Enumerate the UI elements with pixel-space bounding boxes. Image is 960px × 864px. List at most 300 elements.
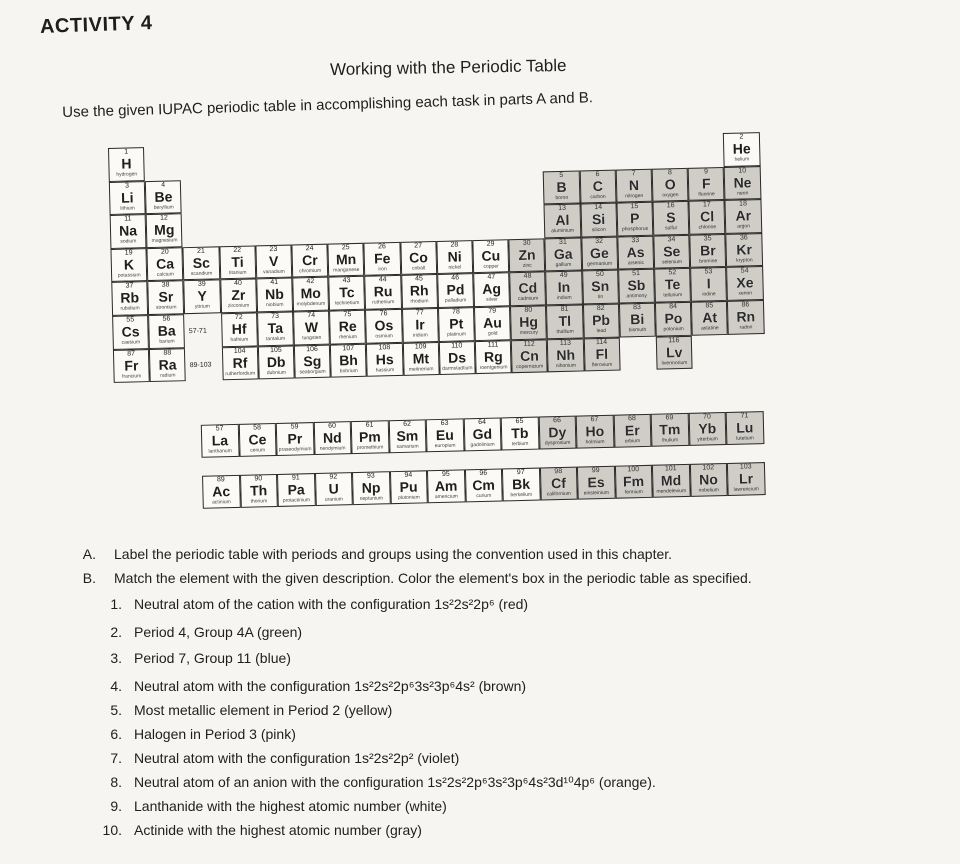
- atomic-number: 49: [559, 272, 568, 280]
- element-name: carbon: [590, 193, 606, 200]
- atomic-number: 61: [365, 421, 374, 429]
- element-name: titanium: [228, 269, 247, 276]
- atomic-number: 52: [668, 269, 677, 277]
- element-cell-sr: [147, 281, 184, 315]
- element-name: lead: [596, 327, 607, 335]
- atomic-number: 10: [738, 167, 747, 175]
- element-symbol: Rh: [409, 282, 429, 300]
- atomic-number: 87: [127, 349, 136, 358]
- element-name: thallium: [556, 328, 574, 336]
- task-text: Label the periodic table with periods and groups using the convention used in this chapter.: [114, 546, 673, 562]
- element-cell-w: [293, 311, 330, 345]
- element-symbol: S: [666, 209, 676, 226]
- element-name: gold: [487, 330, 498, 337]
- element-symbol: Al: [555, 211, 570, 229]
- atomic-number: 110: [451, 341, 463, 350]
- element-cell-sb: [618, 269, 655, 303]
- element-name: radon: [739, 324, 753, 331]
- element-name: zinc: [522, 262, 532, 269]
- element-cell-in: [546, 271, 583, 305]
- element-name: sodium: [120, 238, 137, 245]
- element-name: niobium: [265, 302, 284, 309]
- element-name: tin: [597, 294, 604, 301]
- element-cell-rf: [221, 346, 258, 380]
- element-name: terbium: [511, 441, 529, 448]
- element-symbol: F: [701, 174, 711, 192]
- element-cell-am: [427, 470, 465, 504]
- element-name: magnesium: [151, 237, 178, 245]
- element-name: potassium: [117, 272, 141, 279]
- atomic-number: 80: [524, 306, 533, 314]
- element-symbol: Rf: [232, 354, 248, 371]
- atomic-number: 72: [234, 313, 243, 321]
- element-symbol: O: [664, 175, 676, 193]
- element-symbol: Ta: [267, 319, 284, 337]
- element-name: silver: [486, 296, 498, 304]
- task-marker: 7.: [110, 750, 122, 766]
- element-symbol: Sn: [591, 278, 610, 295]
- task-text: Neutral atom of an anion with the configuration 1s²2s²2p⁶3s²3p⁶4s²3d¹⁰4p⁶ (orange).: [134, 774, 656, 790]
- element-symbol: Sb: [627, 277, 646, 294]
- atomic-number: 50: [595, 271, 604, 279]
- element-symbol: Cs: [121, 323, 140, 340]
- element-symbol: Nb: [264, 286, 285, 303]
- element-cell-po: [655, 302, 692, 336]
- element-symbol: Hs: [375, 350, 394, 368]
- element-symbol: Pd: [446, 281, 465, 299]
- element-cell-nb: [256, 278, 293, 312]
- element-symbol: No: [698, 471, 719, 488]
- element-cell-np: [352, 471, 390, 505]
- atomic-number: 48: [523, 273, 532, 281]
- element-symbol: Pm: [358, 428, 381, 446]
- element-symbol: Th: [249, 482, 268, 499]
- element-symbol: Fm: [622, 473, 645, 490]
- atomic-number: 37: [125, 282, 134, 291]
- element-cell-ge: [581, 236, 618, 270]
- element-cell-s: [652, 201, 689, 235]
- element-name: erbium: [624, 438, 641, 445]
- element-cell-f: [688, 167, 725, 201]
- element-name: neodymium: [319, 445, 346, 453]
- element-cell-xe: [726, 266, 763, 300]
- atomic-number: 105: [269, 346, 282, 354]
- element-name: ruthenium: [372, 299, 395, 306]
- element-symbol: Ca: [155, 255, 175, 272]
- element-cell-yb: [688, 412, 726, 446]
- element-cell-rn: [727, 300, 764, 334]
- element-cell-ti: [219, 245, 256, 279]
- atomic-number: 16: [666, 202, 675, 210]
- element-name: polonium: [663, 325, 684, 333]
- element-cell-p: [616, 202, 653, 236]
- task-text: Neutral atom with the configuration 1s²2s²2p² (violet): [134, 750, 460, 766]
- atomic-number: 103: [739, 463, 752, 471]
- element-cell-db: [258, 345, 295, 379]
- element-symbol: Np: [361, 479, 381, 497]
- element-name: livermorium: [661, 359, 688, 367]
- element-name: manganese: [333, 266, 360, 274]
- element-symbol: Mt: [412, 349, 430, 367]
- element-symbol: Ag: [482, 280, 502, 298]
- element-symbol: Lv: [665, 343, 683, 361]
- periodic-table: [108, 131, 817, 528]
- element-name: mercury: [519, 329, 539, 336]
- element-cell-ag: [473, 273, 510, 307]
- element-symbol: Sg: [303, 352, 322, 369]
- task-marker: 2.: [110, 624, 122, 640]
- atomic-number: 60: [328, 422, 337, 430]
- element-symbol: Pa: [287, 481, 305, 498]
- element-name: promethium: [356, 444, 384, 452]
- element-cell-ga: [545, 237, 582, 271]
- element-symbol: Gd: [472, 425, 493, 443]
- element-name: tellurium: [663, 292, 683, 299]
- atomic-number: 3: [124, 182, 130, 190]
- element-name: antimony: [626, 293, 647, 300]
- element-symbol: Au: [482, 314, 502, 331]
- element-symbol: Cm: [472, 476, 496, 494]
- element-name: nickel: [448, 264, 462, 271]
- element-name: phosphorus: [621, 226, 649, 233]
- atomic-number: 75: [343, 311, 352, 319]
- element-name: lanthanum: [208, 448, 232, 455]
- element-symbol: In: [557, 279, 571, 296]
- atomic-number: 99: [591, 467, 600, 475]
- atomic-number: 84: [669, 303, 678, 311]
- element-symbol: Co: [408, 249, 428, 266]
- element-name: technetium: [334, 300, 360, 307]
- task-marker: 9.: [110, 798, 122, 814]
- element-symbol: Rg: [483, 348, 503, 365]
- element-name: palladium: [444, 297, 467, 305]
- element-cell-hf: [221, 312, 258, 346]
- atomic-number: 100: [627, 466, 640, 474]
- element-cell-na: [110, 214, 147, 248]
- element-symbol: Y: [197, 288, 207, 305]
- element-cell-pr: [276, 422, 314, 456]
- element-cell-kr: [726, 233, 763, 267]
- atomic-number: 91: [291, 474, 300, 482]
- element-symbol: Sm: [396, 427, 419, 445]
- atomic-number: 89: [216, 476, 225, 484]
- element-name: francium: [122, 372, 142, 380]
- atomic-number: 36: [739, 234, 748, 242]
- element-name: darmstadtium: [442, 364, 473, 372]
- task-text: Match the element with the given description. Color the element's box in the periodic table as specified.: [114, 570, 752, 586]
- element-symbol: Es: [587, 474, 605, 491]
- element-name: astatine: [701, 325, 719, 332]
- element-cell-v: [255, 244, 292, 278]
- atomic-number: 46: [451, 274, 460, 283]
- element-name: flerovium: [591, 361, 613, 368]
- atomic-number: 42: [306, 278, 315, 286]
- element-symbol: Nh: [556, 346, 576, 363]
- atomic-number: 33: [631, 236, 640, 245]
- element-cell-nh: [547, 338, 584, 372]
- element-symbol: Cn: [519, 347, 539, 364]
- element-name: bismuth: [628, 326, 647, 334]
- element-symbol: Sr: [158, 288, 174, 306]
- element-cell-y: [184, 280, 221, 314]
- element-cell-tl: [546, 304, 583, 338]
- element-symbol: Fl: [595, 345, 609, 362]
- atomic-number: 25: [341, 243, 350, 252]
- atomic-number: 77: [415, 309, 424, 317]
- element-cell-mt: [402, 342, 439, 376]
- element-symbol: Nd: [322, 429, 342, 447]
- element-symbol: Md: [660, 472, 682, 489]
- element-symbol: Ge: [589, 244, 609, 262]
- task-text: Lanthanide with the highest atomic number (white): [134, 798, 447, 814]
- element-name: lutetium: [736, 435, 754, 442]
- element-name: lithium: [120, 204, 135, 212]
- element-name: californium: [546, 490, 572, 498]
- series-placeholder: 89-103: [189, 361, 212, 369]
- element-symbol: Hf: [231, 320, 247, 338]
- element-symbol: Ds: [447, 348, 467, 366]
- element-cell-au: [474, 306, 511, 340]
- element-name: calcium: [156, 271, 174, 278]
- element-cell-bh: [330, 343, 367, 377]
- element-symbol: P: [629, 210, 640, 227]
- element-cell-ra: [149, 348, 186, 382]
- element-cell-zn: [509, 238, 546, 272]
- element-symbol: Os: [374, 317, 394, 334]
- element-cell-rg: [475, 340, 512, 374]
- atomic-number: 24: [305, 244, 314, 252]
- element-symbol: Mg: [153, 221, 175, 239]
- element-cell-bi: [619, 303, 656, 337]
- element-symbol: Mn: [335, 250, 357, 268]
- atomic-number: 58: [253, 424, 262, 432]
- element-name: seaborgium: [299, 368, 326, 375]
- element-cell-h: [108, 147, 145, 181]
- atomic-number: 41: [270, 279, 279, 287]
- task-marker: 4.: [110, 678, 122, 694]
- element-cell-sm: [388, 420, 426, 454]
- element-cell-b: [543, 170, 580, 204]
- atomic-number: 78: [452, 308, 460, 316]
- element-name: praseodymium: [278, 446, 312, 454]
- element-cell-la: [201, 424, 239, 458]
- element-name: vanadium: [263, 268, 285, 276]
- element-symbol: Br: [699, 241, 716, 259]
- atomic-number: 85: [705, 302, 714, 310]
- element-symbol: Tl: [558, 312, 572, 330]
- element-name: hafnium: [230, 336, 249, 344]
- element-cell-he: [723, 132, 760, 166]
- element-cell-ce: [238, 423, 276, 457]
- atomic-number: 13: [558, 205, 567, 213]
- element-symbol: W: [304, 318, 319, 336]
- element-cell-cf: [539, 467, 577, 501]
- element-cell-fm: [614, 465, 652, 499]
- element-cell-cl: [689, 200, 726, 234]
- element-cell-th: [240, 474, 278, 508]
- atomic-number: 15: [630, 203, 639, 211]
- element-symbol: Cf: [550, 475, 567, 492]
- atomic-number: 107: [342, 344, 355, 352]
- element-name: rutherfordium: [225, 370, 256, 377]
- atomic-number: 53: [704, 268, 713, 276]
- task-marker: 8.: [110, 774, 122, 790]
- atomic-number: 34: [667, 235, 676, 244]
- element-name: nobelium: [698, 487, 720, 494]
- element-symbol: Pb: [591, 311, 611, 329]
- element-name: beryllium: [153, 204, 174, 211]
- atomic-number: 109: [414, 342, 427, 351]
- element-symbol: Zn: [518, 246, 536, 263]
- element-cell-si: [580, 203, 617, 237]
- atomic-number: 94: [404, 471, 413, 480]
- atomic-number: 43: [342, 277, 351, 285]
- element-symbol: Si: [591, 211, 606, 228]
- element-cell-os: [365, 309, 402, 343]
- element-name: roentgenium: [479, 363, 508, 371]
- element-name: gallium: [555, 261, 572, 268]
- element-symbol: B: [556, 178, 567, 195]
- element-symbol: Ne: [733, 173, 752, 191]
- element-cell-mg: [146, 213, 183, 247]
- element-symbol: Er: [624, 422, 640, 439]
- element-symbol: Li: [120, 188, 134, 206]
- element-name: thulium: [661, 437, 679, 444]
- element-name: barium: [159, 338, 175, 345]
- element-name: holmium: [585, 439, 605, 446]
- element-cell-hs: [366, 342, 403, 376]
- task-marker: B.: [82, 570, 96, 586]
- element-name: meitnerium: [408, 365, 434, 373]
- element-symbol: H: [121, 155, 132, 172]
- element-symbol: Po: [664, 310, 683, 327]
- element-symbol: Db: [266, 353, 286, 370]
- element-symbol: Pt: [449, 315, 464, 332]
- element-name: fermium: [624, 489, 643, 496]
- element-name: argon: [737, 223, 751, 230]
- element-name: rhodium: [410, 298, 429, 306]
- element-name: tungsten: [302, 334, 322, 342]
- atomic-number: 17: [702, 201, 711, 209]
- element-cell-cn: [511, 339, 548, 373]
- element-name: fluorine: [698, 190, 715, 198]
- atomic-number: 20: [160, 248, 169, 256]
- element-cell-se: [653, 235, 690, 269]
- element-cell-es: [577, 466, 615, 500]
- element-cell-lv: [656, 335, 693, 369]
- atomic-number: 6: [595, 170, 600, 178]
- atomic-number: 56: [162, 315, 171, 323]
- task-marker: 5.: [110, 702, 122, 718]
- atomic-number: 93: [366, 472, 375, 480]
- atomic-number: 98: [554, 468, 563, 476]
- activity-heading: ACTIVITY 4: [39, 12, 153, 38]
- element-name: chromium: [299, 267, 322, 275]
- element-cell-ba: [148, 314, 185, 348]
- task-text: Period 4, Group 4A (green): [134, 624, 303, 640]
- atomic-number: 112: [523, 340, 535, 348]
- element-cell-k: [110, 248, 147, 282]
- element-cell-lu: [726, 411, 764, 445]
- element-name: cobalt: [411, 265, 426, 272]
- element-name: lawrencium: [733, 486, 759, 494]
- task-text: Period 7, Group 11 (blue): [134, 650, 291, 666]
- element-name: uranium: [324, 496, 344, 503]
- element-symbol: Cu: [481, 247, 501, 264]
- task-text: Halogen in Period 3 (pink): [134, 726, 296, 742]
- atomic-number: 83: [632, 304, 641, 312]
- element-cell-eu: [426, 419, 464, 453]
- element-symbol: Dy: [548, 424, 567, 441]
- element-symbol: Fe: [373, 249, 391, 267]
- series-placeholder: 57-71: [188, 327, 207, 336]
- element-symbol: Tb: [511, 425, 529, 442]
- element-cell-fe: [364, 242, 401, 276]
- task-marker: A.: [82, 546, 96, 562]
- element-symbol: Tm: [659, 421, 681, 438]
- element-cell-u: [315, 472, 353, 506]
- element-name: dysprosium: [544, 439, 571, 447]
- atomic-number: 23: [269, 245, 278, 253]
- atomic-number: 102: [702, 464, 715, 472]
- element-name: boron: [555, 194, 569, 201]
- atomic-number: 70: [703, 413, 711, 421]
- element-cell-zr: [220, 279, 257, 313]
- element-symbol: La: [211, 432, 229, 449]
- element-symbol: V: [268, 252, 279, 269]
- atomic-number: 108: [378, 343, 391, 352]
- element-name: silicon: [591, 227, 606, 234]
- atomic-number: 45: [414, 275, 423, 283]
- atomic-number: 96: [479, 470, 488, 478]
- element-symbol: Se: [663, 242, 681, 260]
- element-symbol: Be: [154, 188, 173, 205]
- element-symbol: Hg: [519, 313, 539, 331]
- atomic-number: 11: [124, 215, 132, 223]
- element-name: protactinium: [282, 497, 311, 505]
- atomic-number: 47: [487, 273, 496, 282]
- element-symbol: Ac: [212, 483, 231, 500]
- atomic-number: 14: [594, 204, 603, 212]
- element-name: hydrogen: [116, 171, 138, 178]
- atomic-number: 101: [664, 465, 677, 473]
- task-text: Actinide with the highest atomic number (gray): [134, 822, 422, 838]
- atomic-number: 54: [740, 267, 749, 275]
- atomic-number: 81: [560, 305, 569, 313]
- atomic-number: 51: [632, 270, 641, 278]
- element-cell-sg: [294, 344, 331, 378]
- element-symbol: Pu: [399, 478, 418, 496]
- element-cell-n: [615, 168, 652, 202]
- element-name: zirconium: [227, 302, 250, 310]
- element-symbol: K: [123, 256, 135, 273]
- element-cell-mn: [328, 243, 365, 277]
- atomic-number: 104: [233, 347, 246, 355]
- element-symbol: He: [732, 140, 751, 157]
- atomic-number: 64: [478, 419, 487, 427]
- element-name: europium: [434, 442, 456, 450]
- element-name: radium: [160, 372, 176, 379]
- atomic-number: 27: [414, 242, 423, 250]
- element-name: helium: [734, 156, 750, 163]
- element-cell-pt: [438, 307, 475, 341]
- atomic-number: 32: [595, 237, 604, 245]
- element-symbol: Ar: [735, 207, 752, 224]
- atomic-number: 8: [667, 168, 672, 176]
- atomic-number: 1: [124, 148, 129, 156]
- atomic-number: 66: [553, 417, 562, 425]
- element-name: caesium: [121, 339, 141, 346]
